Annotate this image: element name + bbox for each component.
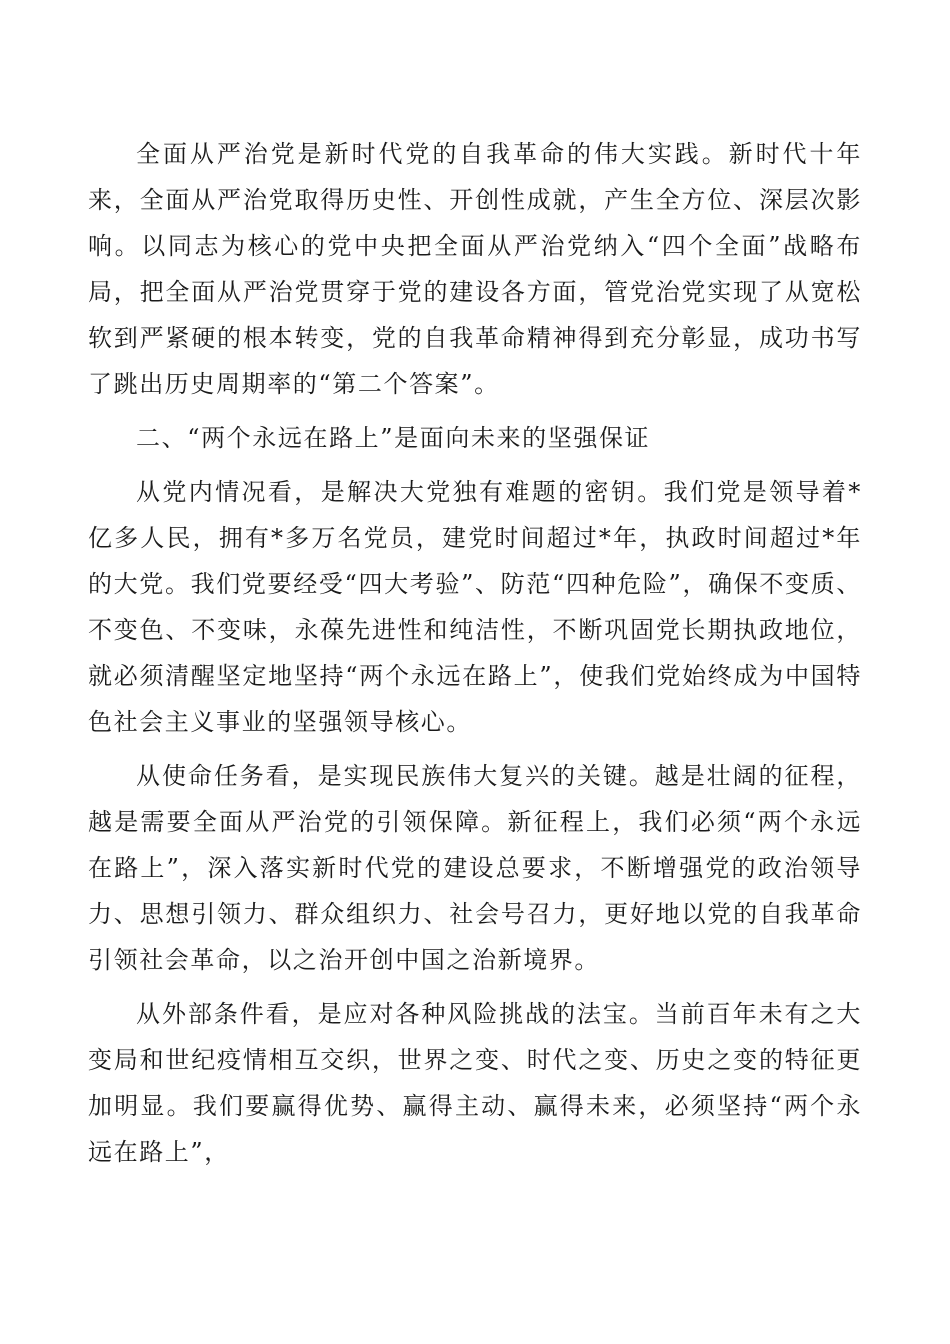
document-body: [88, 131, 862, 1183]
body-paragraph-1: 全面从严治党是新时代党的自我革命的伟大实践。新时代十年来，全面从严治党取得历史性、开创性成就，产生全方位、深层次影响。以同志为核心的党中央把全面从严治党纳入“四个全面”战略布局，把全面从严治党贯穿于党的建设各方面，管党治党实现了从宽松软到严紧硬的根本转变，党的自我革命精神得到充分彰显，成功书写了跳出历史周期率的“第二个答案”。: [88, 140, 862, 398]
body-paragraph-3: 从使命任务看，是实现民族伟大复兴的关键。越是壮阔的征程，越是需要全面从严治党的引领保障。新征程上，我们必须“两个永远在路上”，深入落实新时代党的建设总要求，不断增强党的政治领导力、思想引领力、群众组织力、社会号召力，更好地以党的自我革命引领社会革命，以之治开创中国之治新境界。: [88, 762, 862, 974]
body-paragraph-2: 从党内情况看，是解决大党独有难题的密钥。我们党是领导着*亿多人民，拥有*多万名党员，建党时间超过*年，执政时间超过*年的大党。我们党要经受“四大考验”、防范“四种危险”，确保不变质、不变色、不变味，永葆先进性和纯洁性，不断巩固党长期执政地位，就必须清醒坚定地坚持“两个永远在路上”，使我们党始终成为中国特色社会主义事业的坚强领导核心。: [88, 478, 862, 736]
section-heading: 二、“两个永远在路上”是面向未来的坚强保证: [136, 424, 651, 452]
body-paragraph-4: 从外部条件看，是应对各种风险挑战的法宝。当前百年未有之大变局和世纪疫情相互交织，世界之变、时代之变、历史之变的特征更加明显。我们要赢得优势、赢得主动、赢得未来，必须坚持“两个永远在路上”，: [88, 1000, 862, 1166]
